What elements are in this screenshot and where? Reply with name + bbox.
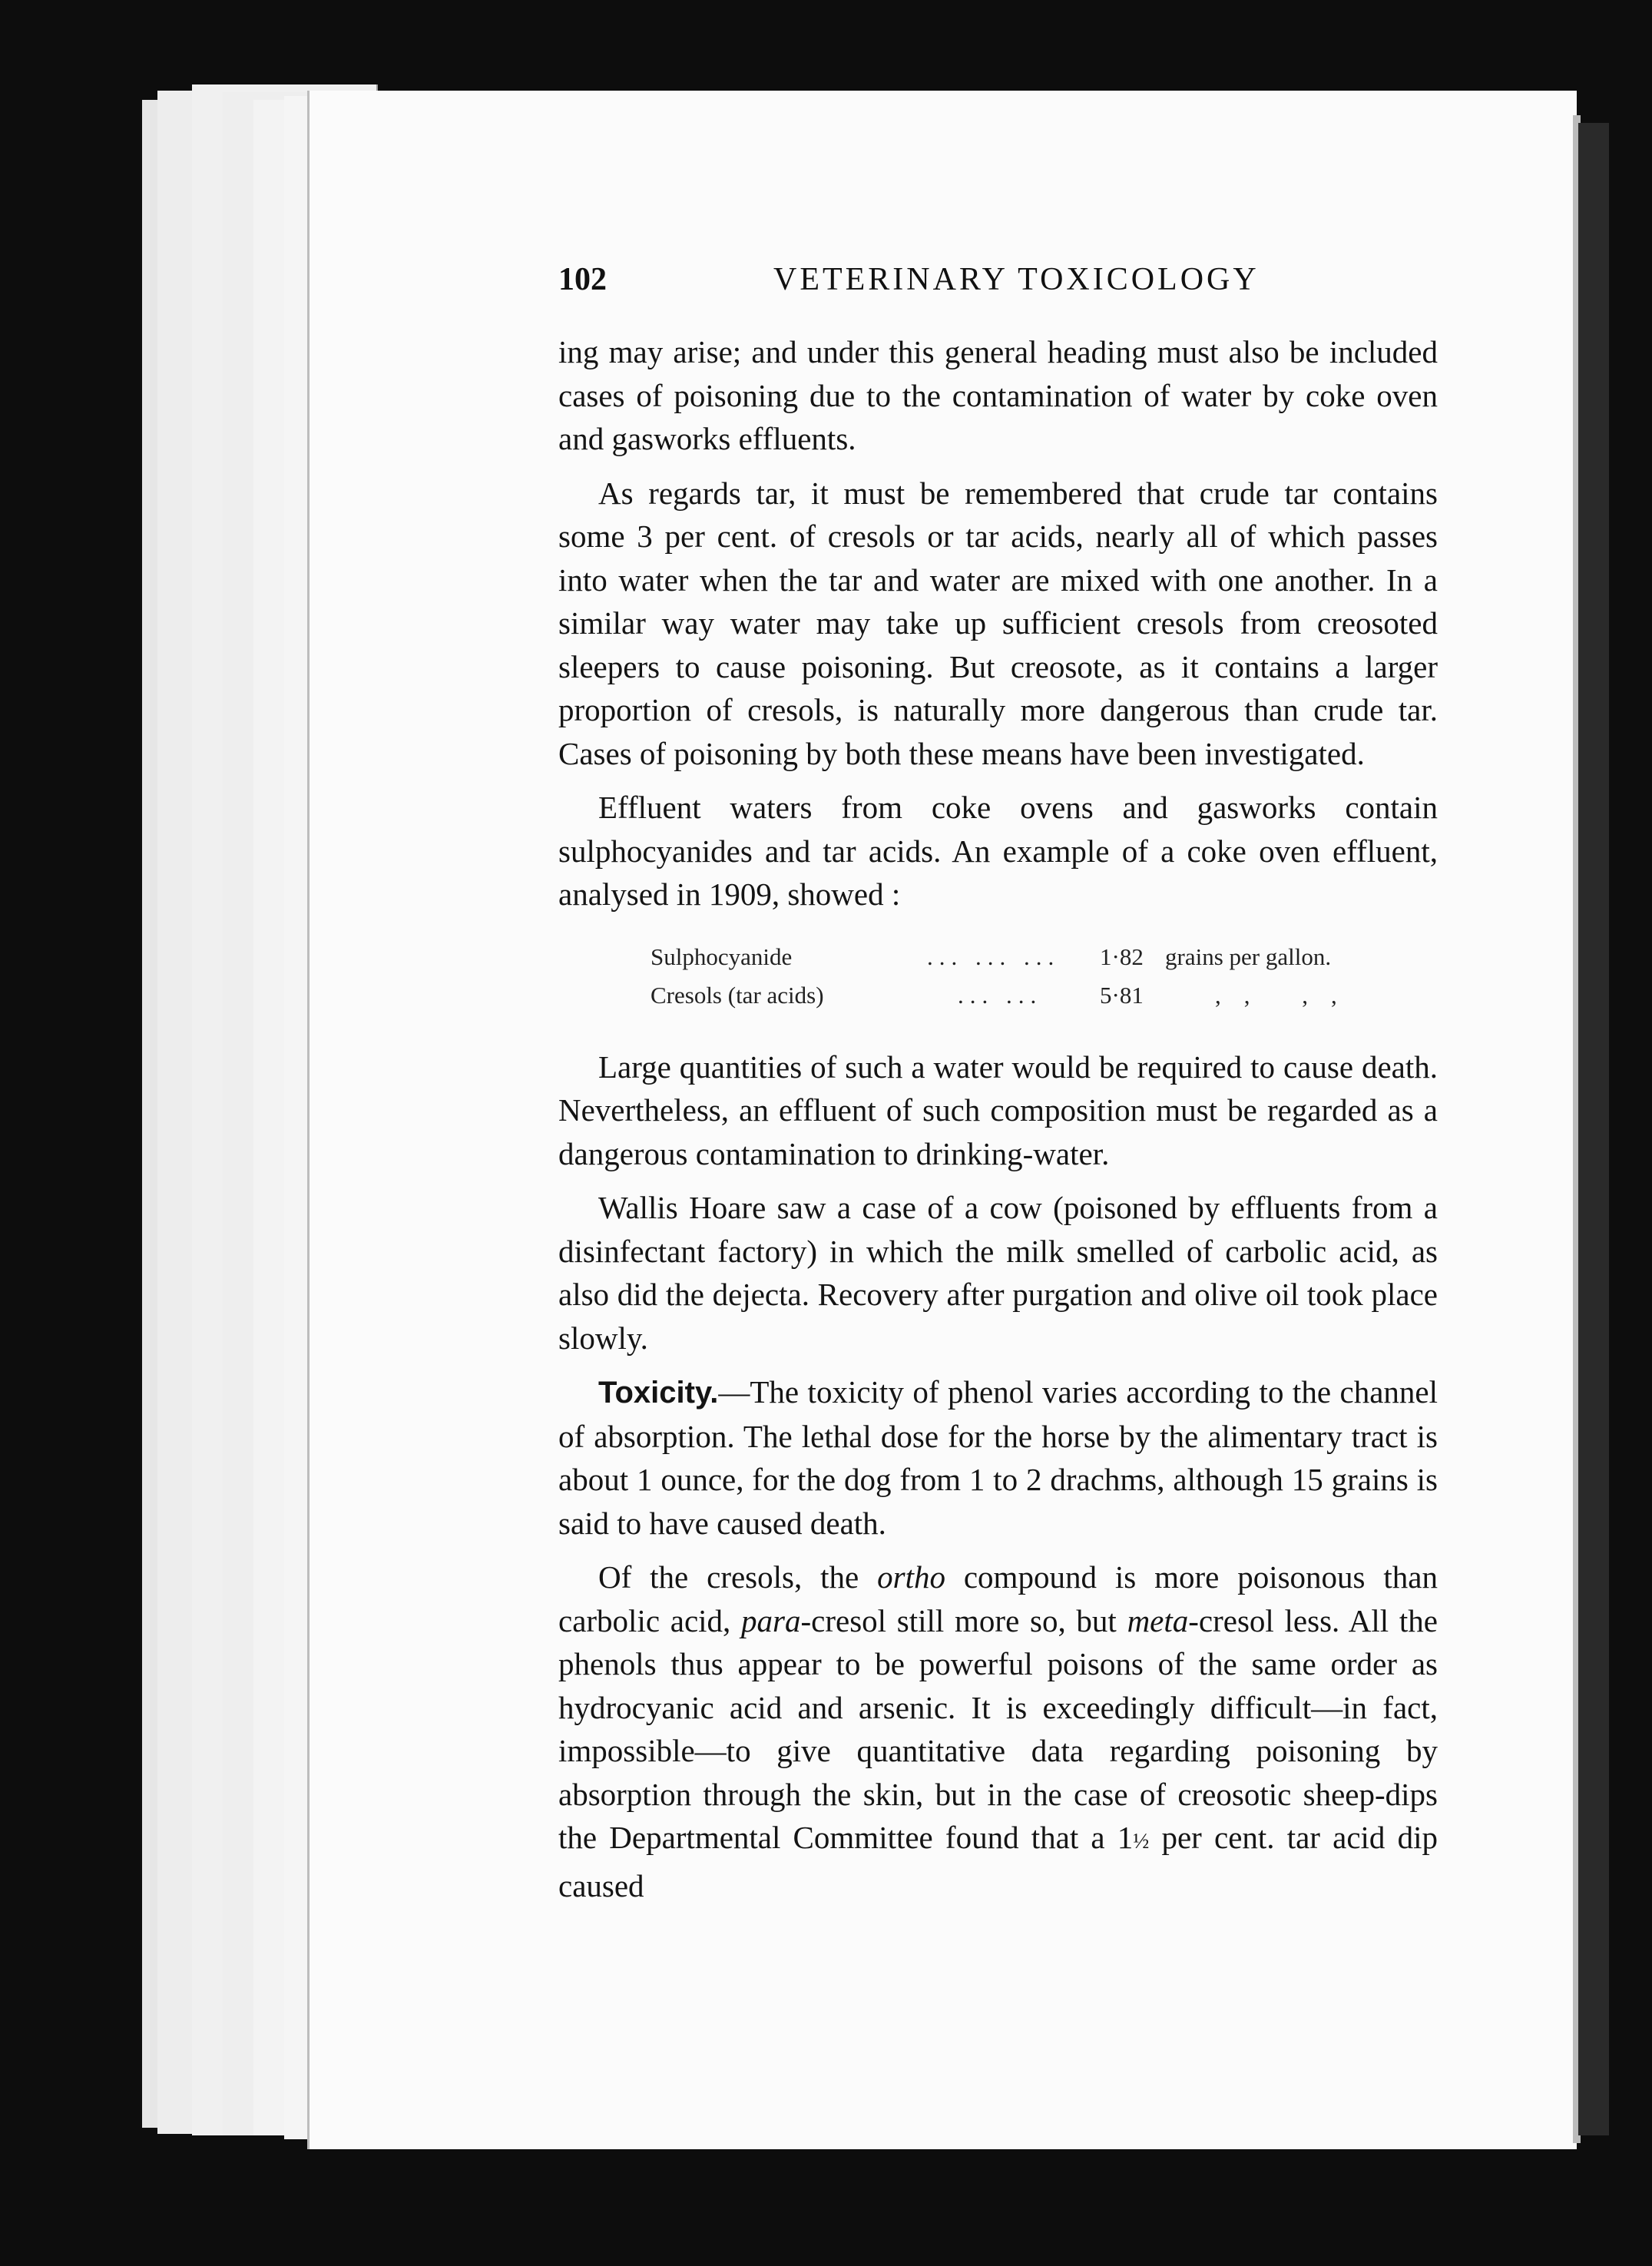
fraction: ½ [1133, 1830, 1150, 1854]
paragraph-text: —The toxicity of phenol varies according to the channel of absorption. The lethal dose for the horse by the alimentary tract is about 1 ounce, for the dog from 1 to 2 drachms, although 15 grains is said to have caused death. [558, 1374, 1438, 1541]
book-cover-edge [1578, 123, 1609, 2135]
analysis-table [558, 938, 1438, 1015]
paragraph [558, 1555, 1438, 1907]
paragraph-text: Of the cresols, the [598, 1559, 878, 1595]
paragraph [558, 1370, 1438, 1545]
paragraph: Large quantities of such a water would be required to cause death. Nevertheless, an effluent of such composition must be regarded as a dangerous contamination to drinking-water. [558, 1049, 1438, 1171]
running-title: VETERINARY TOXICOLOGY [773, 262, 1260, 297]
row-unit: grains per gallon. [1165, 943, 1332, 970]
row-label: Cresols (tar acids) [651, 981, 824, 1009]
row-label: Sulphocyanide [651, 943, 793, 970]
paragraph-text: -cresol less. All the phenols thus appear to be powerful poisons of the same order as hydrocyanic acid and arsenic. It is exceedingly difficult—in fact, impossible—to give quantitative data regarding poisoning by absorption through the skin, but in the case of creosotic sheep-dips the Departmental Committee found that a 1 [558, 1602, 1438, 1855]
italic-term: ortho [877, 1559, 945, 1595]
row-value: 5·81 [1100, 981, 1144, 1009]
paragraph-text: per cent. tar acid dip caused [558, 1820, 1438, 1903]
row-value: 1·82 [1100, 943, 1144, 970]
section-heading: Toxicity. [598, 1376, 719, 1410]
paragraph: As regards tar, it must be remembered that crude tar contains some 3 per cent. of cresols or tar acids, nearly all of which passes into water when the tar and water are mixed with one another. In a similar way water may take up sufficient cresols from creosoted sleepers to cause poisoning. But creosote, as it contains a larger proportion of cresols, is naturally more dangerous than crude tar. Cases of poisoning by both these means have been investigated. [558, 475, 1438, 771]
page-number: 102 [558, 262, 607, 297]
row-unit: ,, ,, [1215, 981, 1360, 1009]
body-text [558, 330, 1438, 1918]
italic-term: meta [1127, 1602, 1189, 1638]
leader-dots: ... ... [958, 981, 1043, 1009]
table-row [558, 938, 1438, 976]
paragraph: Effluent waters from coke ovens and gasworks contain sulphocyanides and tar acids. An example of a coke oven effluent, analysed in 1909, showed : [558, 790, 1438, 912]
leader-dots: ... ... ... [927, 943, 1061, 970]
table-row [558, 976, 1438, 1015]
paragraph: ing may arise; and under this general heading must also be included cases of poisoning due to the contamination of water by coke oven and gasworks effluents. [558, 334, 1438, 456]
page-header [558, 261, 1442, 307]
paragraph-text: compound is more poisonous than carbolic acid, [558, 1559, 1438, 1638]
italic-term: para [741, 1602, 801, 1638]
paragraph: Wallis Hoare saw a case of a cow (poisoned by effluents from a disinfectant factory) in which the milk smelled of carbolic acid, as also did the dejecta. Recovery after purgation and olive oil took place slowly. [558, 1190, 1438, 1356]
paragraph-text: -cresol still more so, but [800, 1602, 1127, 1638]
